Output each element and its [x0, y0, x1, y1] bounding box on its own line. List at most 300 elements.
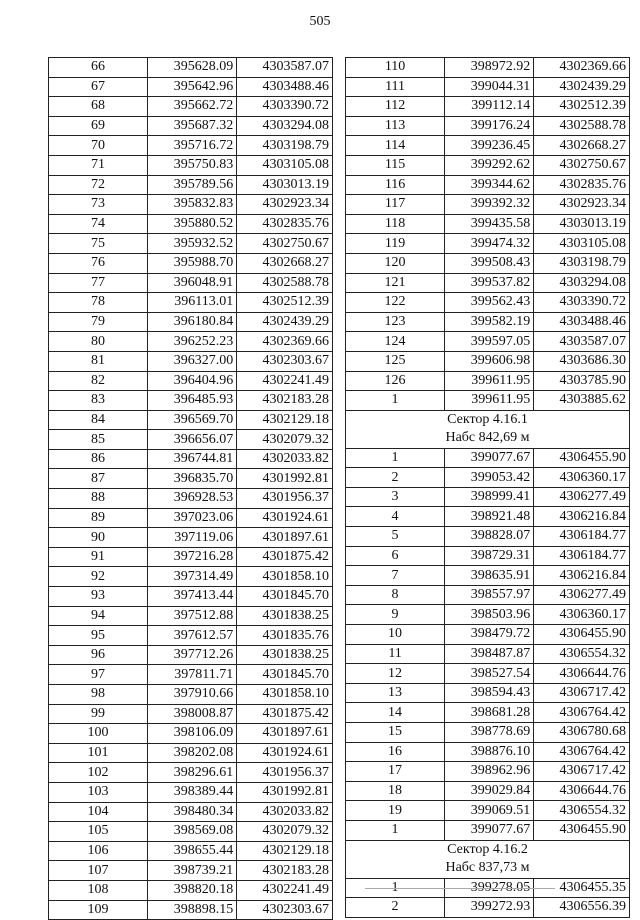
table-row: [49, 606, 333, 626]
point-number: 95: [49, 626, 148, 646]
table-row: [346, 116, 630, 136]
coordinate-y: 4302033.82: [237, 802, 333, 822]
sector-header: [346, 840, 630, 878]
table-row: [49, 273, 333, 293]
coordinate-y: 4303294.08: [237, 116, 333, 136]
table-row: [49, 841, 333, 861]
coordinate-y: 4301924.61: [237, 743, 333, 763]
coordinate-x: 399044.31: [445, 77, 534, 97]
coordinate-y: 4303587.07: [237, 58, 333, 78]
coordinate-x: 398487.87: [445, 644, 534, 664]
coordinate-y: 4303488.46: [534, 312, 630, 332]
coordinate-y: 4302588.78: [534, 116, 630, 136]
coordinate-x: 397712.26: [148, 645, 237, 665]
point-number: 124: [346, 332, 445, 352]
coordinate-y: 4302668.27: [237, 253, 333, 273]
point-number: 101: [49, 743, 148, 763]
coordinate-y: 4302129.18: [237, 410, 333, 430]
table-row: [346, 468, 630, 488]
coordinate-x: 399474.32: [445, 234, 534, 254]
point-number: 103: [49, 782, 148, 802]
coordinate-y: 4302512.39: [237, 293, 333, 313]
table-row: [346, 801, 630, 821]
point-number: 80: [49, 332, 148, 352]
coordinate-y: 4303488.46: [237, 77, 333, 97]
table-row: [346, 664, 630, 684]
coordinate-x: 398655.44: [148, 841, 237, 861]
table-row: [49, 410, 333, 430]
table-row: [49, 528, 333, 548]
table-row: [346, 234, 630, 254]
coordinate-x: 396252.23: [148, 332, 237, 352]
table-row: [49, 155, 333, 175]
point-number: 115: [346, 155, 445, 175]
coordinate-x: 395628.09: [148, 58, 237, 78]
coordinate-x: 398828.07: [445, 527, 534, 547]
coordinate-x: 397512.88: [148, 606, 237, 626]
table-row: [49, 508, 333, 528]
table-row: [49, 489, 333, 509]
coordinate-x: 399435.58: [445, 214, 534, 234]
table-row: [346, 585, 630, 605]
point-number: 94: [49, 606, 148, 626]
coordinate-x: 398921.48: [445, 507, 534, 527]
coordinate-x: 398008.87: [148, 704, 237, 724]
table-row: [49, 116, 333, 136]
point-number: 14: [346, 703, 445, 723]
point-number: 118: [346, 214, 445, 234]
scan-edge-line: [365, 888, 555, 889]
table-row: [346, 546, 630, 566]
coordinate-x: 399029.84: [445, 781, 534, 801]
coordinate-y: 4303198.79: [534, 253, 630, 273]
table-row: [346, 723, 630, 743]
point-number: 19: [346, 801, 445, 821]
coordinate-x: 396835.70: [148, 469, 237, 489]
table-row: [346, 820, 630, 840]
point-number: 66: [49, 58, 148, 78]
coordinate-x: 395687.32: [148, 116, 237, 136]
point-number: 85: [49, 430, 148, 450]
point-number: 5: [346, 527, 445, 547]
table-row: [49, 175, 333, 195]
table-row: [49, 626, 333, 646]
table-row: [49, 880, 333, 900]
point-number: 6: [346, 546, 445, 566]
table-row: [346, 742, 630, 762]
coordinate-y: 4302033.82: [237, 449, 333, 469]
coordinate-y: 4301835.76: [237, 626, 333, 646]
coordinate-x: 398729.31: [445, 546, 534, 566]
table-row: [49, 449, 333, 469]
coordinates-table-right: [345, 57, 630, 918]
coordinate-x: 396485.93: [148, 391, 237, 411]
table-row: [346, 155, 630, 175]
coordinate-x: 399606.98: [445, 351, 534, 371]
table-row: [346, 507, 630, 527]
point-number: 88: [49, 489, 148, 509]
point-number: 76: [49, 253, 148, 273]
point-number: 125: [346, 351, 445, 371]
sector-header-row: [346, 840, 630, 878]
table-row: [346, 487, 630, 507]
point-number: 123: [346, 312, 445, 332]
coordinate-y: 4306764.42: [534, 703, 630, 723]
coordinate-x: 396113.01: [148, 293, 237, 313]
coordinate-y: 4301992.81: [237, 469, 333, 489]
coordinate-y: 4302750.67: [237, 234, 333, 254]
coordinate-x: 399112.14: [445, 97, 534, 117]
table-row: [49, 234, 333, 254]
coordinate-x: 399278.05: [445, 878, 534, 898]
table-row: [346, 175, 630, 195]
coordinate-x: 398635.91: [445, 566, 534, 586]
coordinate-x: 398876.10: [445, 742, 534, 762]
coordinate-y: 4303294.08: [534, 273, 630, 293]
coordinate-x: 399562.43: [445, 293, 534, 313]
table-row: [49, 567, 333, 587]
coordinate-y: 4306780.68: [534, 723, 630, 743]
point-number: 17: [346, 762, 445, 782]
table-row: [346, 293, 630, 313]
coordinate-y: 4306184.77: [534, 546, 630, 566]
point-number: 1: [346, 878, 445, 898]
coordinate-y: 4302512.39: [534, 97, 630, 117]
coordinate-x: 396656.07: [148, 430, 237, 450]
coordinate-x: 395932.52: [148, 234, 237, 254]
point-number: 68: [49, 97, 148, 117]
coordinate-y: 4306277.49: [534, 487, 630, 507]
page-number: 505: [309, 14, 331, 29]
point-number: 108: [49, 880, 148, 900]
point-number: 1: [346, 448, 445, 468]
point-number: 3: [346, 487, 445, 507]
coordinate-x: 396744.81: [148, 449, 237, 469]
coordinate-y: 4306554.32: [534, 801, 630, 821]
table-row: [346, 214, 630, 234]
coordinate-y: 4302439.29: [534, 77, 630, 97]
coordinate-x: 397119.06: [148, 528, 237, 548]
table-row: [346, 898, 630, 918]
table-row: [49, 195, 333, 215]
table-row: [346, 351, 630, 371]
coordinate-y: 4306455.90: [534, 625, 630, 645]
point-number: 75: [49, 234, 148, 254]
sector-header: [346, 410, 630, 448]
coordinate-y: 4301875.42: [237, 704, 333, 724]
coordinate-y: 4306554.32: [534, 644, 630, 664]
coordinate-y: 4301858.10: [237, 685, 333, 705]
point-number: 84: [49, 410, 148, 430]
coordinate-y: 4306764.42: [534, 742, 630, 762]
coordinate-y: 4303686.30: [534, 351, 630, 371]
coordinate-y: 4301845.70: [237, 665, 333, 685]
point-number: 86: [49, 449, 148, 469]
coordinate-x: 398296.61: [148, 763, 237, 783]
coordinate-y: 4301956.37: [237, 763, 333, 783]
coordinate-x: 396928.53: [148, 489, 237, 509]
coordinate-y: 4302241.49: [237, 880, 333, 900]
coordinate-y: 4302241.49: [237, 371, 333, 391]
coordinate-y: 4306360.17: [534, 468, 630, 488]
point-number: 100: [49, 724, 148, 744]
table-row: [346, 781, 630, 801]
table-row: [346, 195, 630, 215]
coordinate-y: 4301992.81: [237, 782, 333, 802]
coordinate-x: 396569.70: [148, 410, 237, 430]
coordinate-x: 396404.96: [148, 371, 237, 391]
table-row: [346, 566, 630, 586]
coordinate-x: 398479.72: [445, 625, 534, 645]
coordinate-x: 398898.15: [148, 900, 237, 920]
coordinate-x: 397413.44: [148, 587, 237, 607]
point-number: 8: [346, 585, 445, 605]
coordinate-y: 4302369.66: [237, 332, 333, 352]
point-number: 109: [49, 900, 148, 920]
coordinate-y: 4306360.17: [534, 605, 630, 625]
coordinate-y: 4301838.25: [237, 645, 333, 665]
coordinate-x: 398820.18: [148, 880, 237, 900]
point-number: 119: [346, 234, 445, 254]
coordinate-y: 4306455.90: [534, 448, 630, 468]
coordinate-x: 397811.71: [148, 665, 237, 685]
point-number: 11: [346, 644, 445, 664]
coordinate-x: 398681.28: [445, 703, 534, 723]
point-number: 71: [49, 155, 148, 175]
point-number: 106: [49, 841, 148, 861]
point-number: 117: [346, 195, 445, 215]
table-row: [346, 703, 630, 723]
coordinate-x: 399611.95: [445, 391, 534, 411]
table-row: [346, 391, 630, 411]
point-number: 70: [49, 136, 148, 156]
coordinate-x: 395832.83: [148, 195, 237, 215]
coordinate-x: 398106.09: [148, 724, 237, 744]
coordinate-x: 399508.43: [445, 253, 534, 273]
point-number: 97: [49, 665, 148, 685]
table-row: [49, 253, 333, 273]
table-row: [346, 625, 630, 645]
table-row: [346, 762, 630, 782]
table-row: [49, 685, 333, 705]
coordinate-x: 395750.83: [148, 155, 237, 175]
table-row: [49, 782, 333, 802]
point-number: 7: [346, 566, 445, 586]
coordinate-y: 4302588.78: [237, 273, 333, 293]
table-row: [49, 724, 333, 744]
coordinate-y: 4302750.67: [534, 155, 630, 175]
coordinate-x: 399077.67: [445, 448, 534, 468]
table-row: [49, 587, 333, 607]
coordinate-y: 4301924.61: [237, 508, 333, 528]
point-number: 107: [49, 861, 148, 881]
coordinate-y: 4306455.90: [534, 820, 630, 840]
coordinate-y: 4302923.34: [534, 195, 630, 215]
coordinate-x: 398503.96: [445, 605, 534, 625]
coordinate-y: 4302183.28: [237, 391, 333, 411]
table-row: [49, 665, 333, 685]
point-number: 110: [346, 58, 445, 78]
coordinate-x: 398594.43: [445, 683, 534, 703]
coordinate-x: 399611.95: [445, 371, 534, 391]
table-row: [346, 97, 630, 117]
point-number: 83: [49, 391, 148, 411]
table-row: [346, 77, 630, 97]
coordinate-y: 4302835.76: [534, 175, 630, 195]
coordinate-x: 396327.00: [148, 351, 237, 371]
point-number: 122: [346, 293, 445, 313]
point-number: 2: [346, 898, 445, 918]
coordinate-y: 4303587.07: [534, 332, 630, 352]
point-number: 13: [346, 683, 445, 703]
point-number: 121: [346, 273, 445, 293]
coordinate-x: 398480.34: [148, 802, 237, 822]
sector-elevation: Набс 837,73 м: [445, 860, 530, 876]
table-row: [346, 644, 630, 664]
coordinate-x: 399176.24: [445, 116, 534, 136]
coordinate-x: 399053.42: [445, 468, 534, 488]
coordinate-y: 4303885.62: [534, 391, 630, 411]
coordinate-x: 398557.97: [445, 585, 534, 605]
point-number: 79: [49, 312, 148, 332]
coordinate-x: 399236.45: [445, 136, 534, 156]
coordinate-x: 397314.49: [148, 567, 237, 587]
coordinate-y: 4302303.67: [237, 900, 333, 920]
coordinate-x: 395642.96: [148, 77, 237, 97]
table-row: [346, 332, 630, 352]
coordinates-table-left: [48, 57, 333, 920]
coordinate-y: 4302129.18: [237, 841, 333, 861]
coordinate-x: 398569.08: [148, 822, 237, 842]
point-number: 91: [49, 547, 148, 567]
coordinate-x: 397910.66: [148, 685, 237, 705]
coordinate-x: 396180.84: [148, 312, 237, 332]
sector-title: Сектор 4.16.2: [447, 842, 528, 858]
coordinate-y: 4302668.27: [534, 136, 630, 156]
point-number: 114: [346, 136, 445, 156]
coordinate-x: 397023.06: [148, 508, 237, 528]
point-number: 2: [346, 468, 445, 488]
coordinate-y: 4303785.90: [534, 371, 630, 391]
table-row: [346, 683, 630, 703]
point-number: 90: [49, 528, 148, 548]
table-row: [346, 448, 630, 468]
point-number: 126: [346, 371, 445, 391]
coordinate-x: 398739.21: [148, 861, 237, 881]
coordinate-y: 4302079.32: [237, 822, 333, 842]
coordinate-y: 4306277.49: [534, 585, 630, 605]
point-number: 77: [49, 273, 148, 293]
coordinate-x: 397612.57: [148, 626, 237, 646]
coordinate-x: 398527.54: [445, 664, 534, 684]
table-row: [49, 645, 333, 665]
point-number: 16: [346, 742, 445, 762]
table-row: [49, 391, 333, 411]
point-number: 99: [49, 704, 148, 724]
point-number: 96: [49, 645, 148, 665]
coordinate-x: 398389.44: [148, 782, 237, 802]
coordinate-y: 4303105.08: [237, 155, 333, 175]
table-row: [49, 469, 333, 489]
table-row: [49, 430, 333, 450]
coordinate-y: 4301858.10: [237, 567, 333, 587]
coordinate-y: 4306455.35: [534, 878, 630, 898]
coordinate-x: 398778.69: [445, 723, 534, 743]
coordinate-x: 395988.70: [148, 253, 237, 273]
point-number: 18: [346, 781, 445, 801]
coordinate-y: 4301897.61: [237, 528, 333, 548]
coordinate-x: 399392.32: [445, 195, 534, 215]
coordinate-x: 395789.56: [148, 175, 237, 195]
coordinate-y: 4303013.19: [534, 214, 630, 234]
table-row: [346, 136, 630, 156]
coordinate-x: 398972.92: [445, 58, 534, 78]
point-number: 12: [346, 664, 445, 684]
sector-title: Сектор 4.16.1: [447, 412, 528, 428]
coordinate-x: 399597.05: [445, 332, 534, 352]
coordinate-y: 4302079.32: [237, 430, 333, 450]
table-row: [49, 77, 333, 97]
coordinate-y: 4302369.66: [534, 58, 630, 78]
coordinate-x: 398999.41: [445, 487, 534, 507]
coordinate-x: 399077.67: [445, 820, 534, 840]
point-number: 73: [49, 195, 148, 215]
point-number: 93: [49, 587, 148, 607]
coordinate-y: 4303105.08: [534, 234, 630, 254]
point-number: 78: [49, 293, 148, 313]
table-row: [49, 547, 333, 567]
point-number: 111: [346, 77, 445, 97]
table-row: [49, 293, 333, 313]
coordinate-y: 4303390.72: [534, 293, 630, 313]
coordinate-x: 399344.62: [445, 175, 534, 195]
table-row: [49, 704, 333, 724]
coordinate-x: 399292.62: [445, 155, 534, 175]
point-number: 4: [346, 507, 445, 527]
coordinate-y: 4306216.84: [534, 566, 630, 586]
coordinate-x: 399582.19: [445, 312, 534, 332]
coordinate-y: 4301838.25: [237, 606, 333, 626]
coordinate-x: 399272.93: [445, 898, 534, 918]
point-number: 112: [346, 97, 445, 117]
point-number: 15: [346, 723, 445, 743]
coordinate-y: 4306644.76: [534, 664, 630, 684]
point-number: 87: [49, 469, 148, 489]
table-row: [49, 58, 333, 78]
table-row: [346, 253, 630, 273]
table-row: [49, 822, 333, 842]
point-number: 69: [49, 116, 148, 136]
coordinate-x: 396048.91: [148, 273, 237, 293]
point-number: 1: [346, 391, 445, 411]
coordinate-x: 395716.72: [148, 136, 237, 156]
coordinate-y: 4306216.84: [534, 507, 630, 527]
point-number: 74: [49, 214, 148, 234]
table-row: [346, 312, 630, 332]
table-row: [49, 312, 333, 332]
coordinate-y: 4301956.37: [237, 489, 333, 509]
point-number: 81: [49, 351, 148, 371]
coordinate-x: 397216.28: [148, 547, 237, 567]
point-number: 9: [346, 605, 445, 625]
table-row: [49, 743, 333, 763]
coordinate-x: 395662.72: [148, 97, 237, 117]
table-row: [49, 900, 333, 920]
point-number: 104: [49, 802, 148, 822]
table-row: [49, 136, 333, 156]
coordinate-y: 4302923.34: [237, 195, 333, 215]
coordinate-y: 4303390.72: [237, 97, 333, 117]
